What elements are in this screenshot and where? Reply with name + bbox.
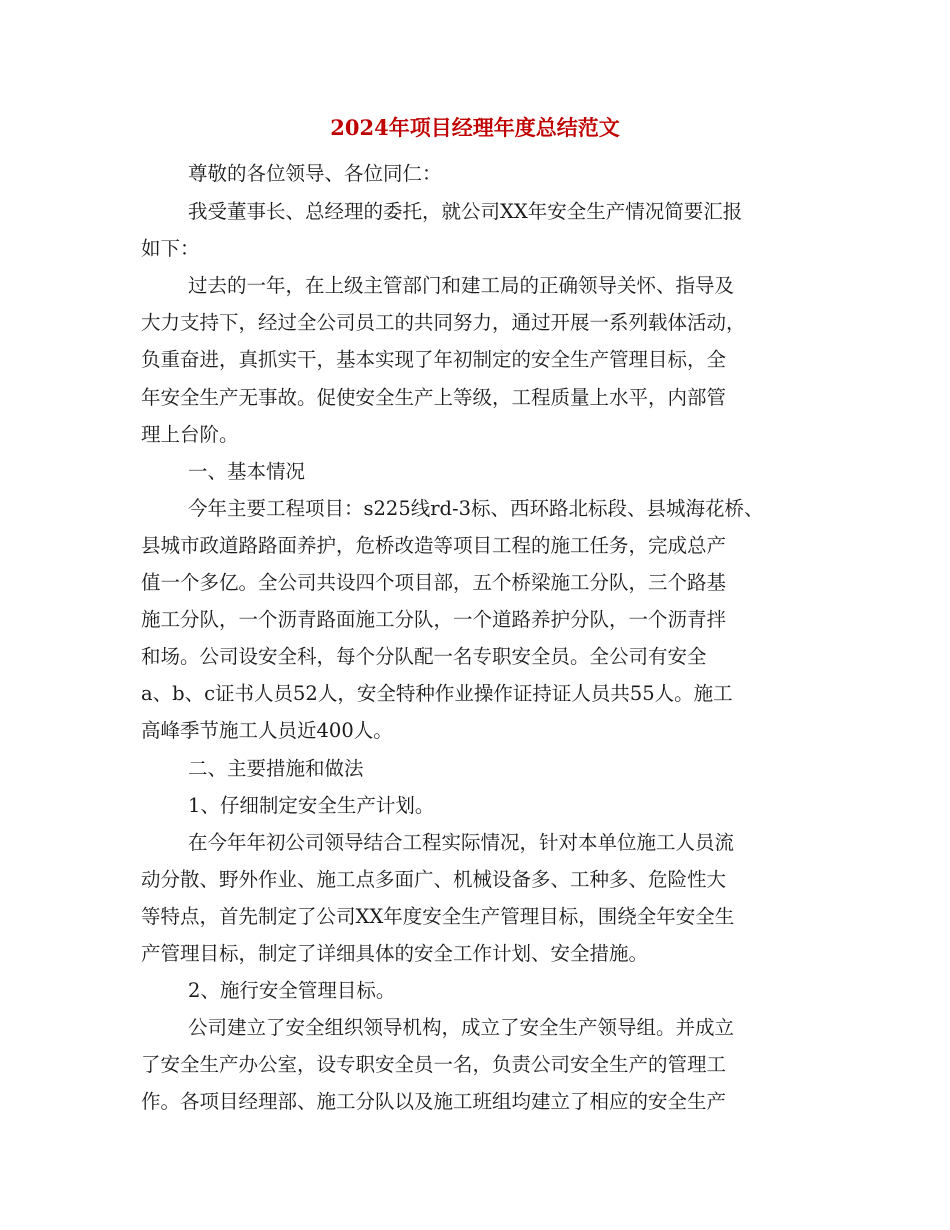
document-title: 2024年项目经理年度总结范文 <box>330 115 620 140</box>
paragraph-line: 产管理目标，制定了详细具体的安全工作计划、安全措施。 <box>141 942 649 965</box>
paragraph-line: 尊敬的各位领导、各位同仁： <box>188 162 442 185</box>
subsection-heading: 2、施行安全管理目标。 <box>188 979 396 1002</box>
paragraph-line: 施工分队，一个沥青路面施工分队，一个道路养护分队，一个沥青拌 <box>141 608 727 631</box>
paragraph-line: 理上台阶。 <box>141 423 239 446</box>
paragraph-line: 等特点，首先制定了公司XX年度安全生产管理目标，围绕全年安全生 <box>141 905 735 928</box>
subsection-heading: 1、仔细制定安全生产计划。 <box>188 794 435 817</box>
paragraph-line: 和场。公司设安全科，每个分队配一名专职安全员。全公司有安全 <box>141 645 707 668</box>
paragraph-line: 负重奋进，真抓实干，基本实现了年初制定的安全生产管理目标，全 <box>141 348 727 371</box>
paragraph-line: 动分散、野外作业、施工点多面广、机械设备多、工种多、危险性大 <box>141 868 727 891</box>
paragraph-line: 过去的一年，在上级主管部门和建工局的正确领导关怀、指导及 <box>188 274 735 297</box>
paragraph-line: 大力支持下，经过全公司员工的共同努力，通过开展一系列载体活动， <box>141 311 746 334</box>
paragraph-line: 公司建立了安全组织领导机构，成立了安全生产领导组。并成立 <box>188 1016 735 1039</box>
paragraph-line: a、b、c证书人员52人，安全特种作业操作证持证人员共55人。施工 <box>141 682 733 705</box>
paragraph-line: 今年主要工程项目：s225线rd-3标、西环路北标段、县城海花桥、 <box>188 497 764 520</box>
paragraph-line: 如下： <box>141 237 200 260</box>
paragraph-line: 高峰季节施工人员近400人。 <box>141 719 393 742</box>
section-heading: 一、基本情况 <box>188 460 306 483</box>
paragraph-line: 作。各项目经理部、施工分队以及施工班组均建立了相应的安全生产 <box>141 1090 727 1113</box>
paragraph-line: 值一个多亿。全公司共设四个项目部，五个桥梁施工分队，三个路基 <box>141 571 727 594</box>
section-heading: 二、主要措施和做法 <box>188 757 364 780</box>
paragraph-line: 我受董事长、总经理的委托，就公司XX年安全生产情况简要汇报 <box>188 200 743 223</box>
paragraph-line: 年安全生产无事故。促使安全生产上等级，工程质量上水平，内部管 <box>141 386 727 409</box>
paragraph-line: 县城市政道路路面养护，危桥改造等项目工程的施工任务，完成总产 <box>141 534 727 557</box>
paragraph-line: 了安全生产办公室，设专职安全员一名，负责公司安全生产的管理工 <box>141 1053 727 1076</box>
paragraph-line: 在今年年初公司领导结合工程实际情况，针对本单位施工人员流 <box>188 831 735 854</box>
